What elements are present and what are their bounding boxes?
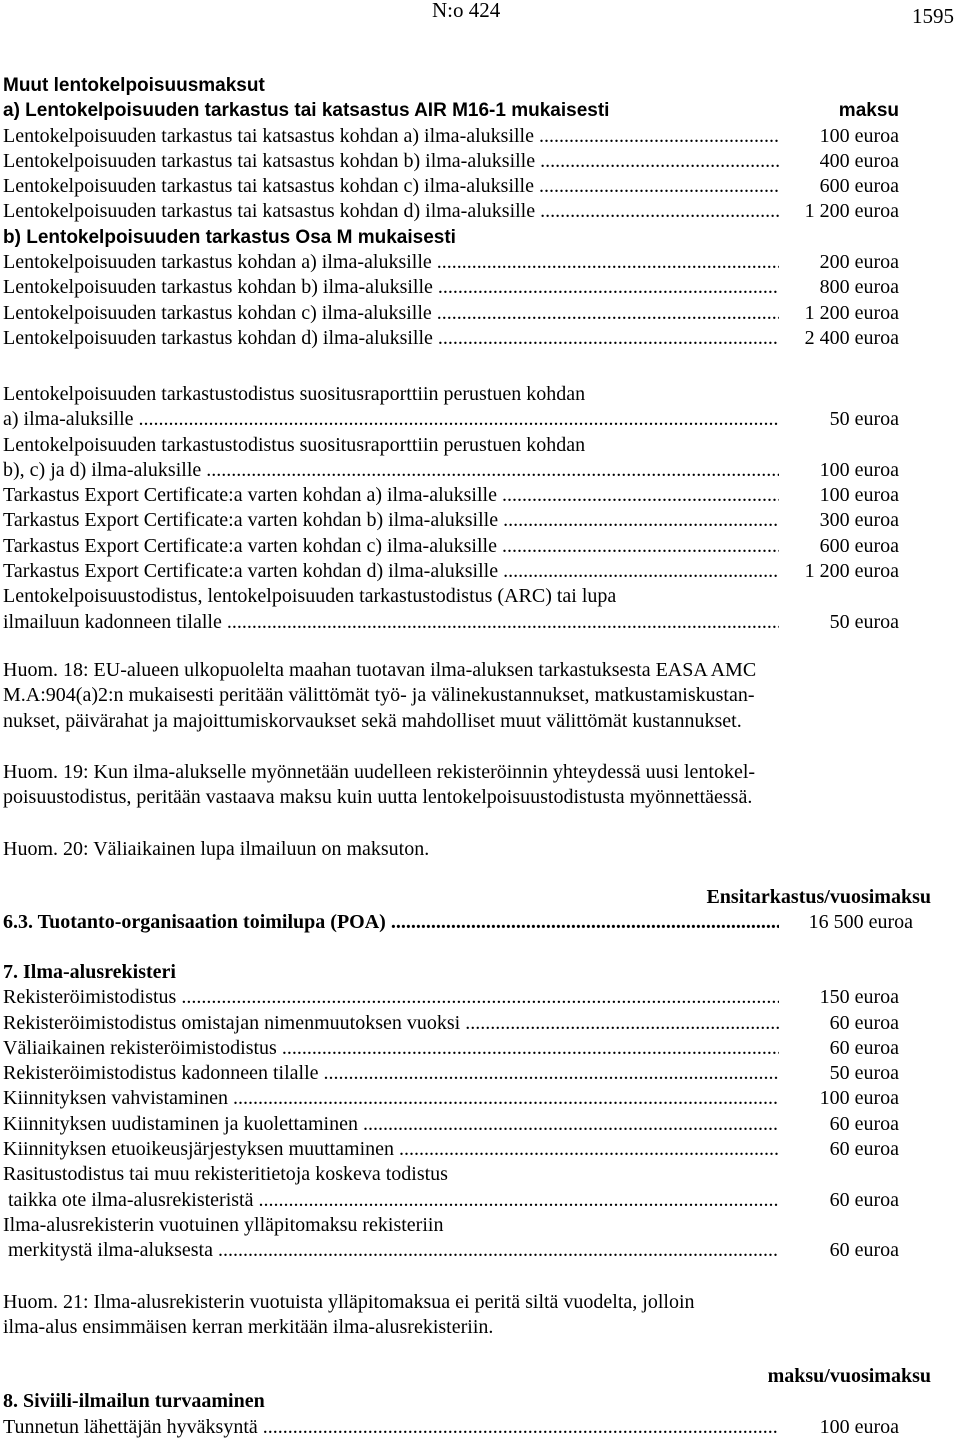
fee-amount: 100 euroa [819, 458, 899, 481]
fee-label: a) ilma-aluksille ..... [3, 407, 779, 432]
section-7-registry [3, 960, 953, 1264]
fee-row [3, 559, 953, 584]
fee-label: taikka ote ilma-alusrekisteristä ..... [3, 1188, 779, 1213]
fee-row [3, 508, 953, 533]
fee-row [3, 1415, 953, 1440]
fee-amount: 100 euroa [819, 1087, 899, 1110]
encumbrance-cert-line: Rasitustodistus tai muu rekisteritietoja koskeva todistus [3, 1163, 448, 1186]
note-line: Huom. 19: Kun ilma-alukselle myönnetään uudelleen rekisteröinnin yhteydessä uusi lentokel- [3, 761, 756, 783]
fee-amount: 16 500 euroa [808, 911, 913, 934]
fee-label: b), c) ja d) ilma-aluksille ..... [3, 458, 779, 483]
fee-label: Lentokelpoisuuden tarkastus tai katsastus kohdan a) ilma-aluksille ..... [3, 124, 779, 149]
fee-amount: 1 200 euroa [804, 560, 899, 583]
fee-label: Tunnetun lähettäjän hyväksyntä ..... [3, 1415, 779, 1440]
fee-label: Lentokelpoisuuden tarkastus kohdan b) ilma-aluksille ..... [3, 275, 779, 300]
section-certificates [3, 382, 953, 635]
fee-row [3, 534, 953, 559]
fee-row [3, 458, 953, 483]
column-header-fee-annual: maksu/vuosimaksu [767, 1365, 931, 1387]
fee-row [3, 199, 953, 224]
fee-amount: 100 euroa [819, 484, 899, 507]
fee-row [3, 275, 953, 300]
fee-amount: 2 400 euroa [804, 326, 899, 349]
column-header-initial-annual: Ensitarkastus/vuosimaksu [706, 886, 931, 908]
fee-amount: 300 euroa [819, 509, 899, 532]
annual-maintenance-line: Ilma-alusrekisterin vuotuinen ylläpitomaksu rekisteriin [3, 1213, 444, 1236]
fee-label: Lentokelpoisuuden tarkastus tai katsastus kohdan d) ilma-aluksille ..... [3, 199, 779, 224]
fee-amount: 50 euroa [829, 610, 899, 633]
fee-label: Tarkastus Export Certificate:a varten kohdan d) ilma-aluksille ..... [3, 559, 779, 584]
fee-label: Rekisteröimistodistus ..... [3, 985, 779, 1010]
fee-label: Kiinnityksen uudistaminen ja kuolettaminen ..... [3, 1112, 779, 1137]
lost-certificate-line: Lentokelpoisuustodistus, lentokelpoisuuden tarkastustodistus (ARC) tai lupa [3, 585, 617, 608]
document-number: N:o 424 [432, 0, 501, 22]
fee-row [3, 1238, 953, 1263]
fee-row [3, 1011, 953, 1036]
note-line: nukset, päivärahat ja majoittumiskorvaukset sekä mahdolliset muut välittömät kustannukset. [3, 709, 742, 732]
fee-row [3, 124, 953, 149]
fee-row [3, 1061, 953, 1086]
fee-row [3, 174, 953, 199]
column-header-maksu: maksu [838, 100, 899, 122]
fee-row [3, 610, 953, 635]
fee-amount: 60 euroa [829, 1011, 899, 1034]
fee-label: Tarkastus Export Certificate:a varten kohdan c) ilma-aluksille ..... [3, 534, 779, 559]
fee-row [3, 1086, 953, 1111]
fee-amount: 100 euroa [819, 124, 899, 147]
fee-row [3, 1112, 953, 1137]
fee-row [3, 301, 953, 326]
fee-label: Väliaikainen rekisteröimistodistus ..... [3, 1036, 779, 1061]
fee-row [3, 1188, 953, 1213]
fee-label: Lentokelpoisuuden tarkastus kohdan c) ilma-aluksille ..... [3, 301, 779, 326]
fee-amount: 50 euroa [829, 1062, 899, 1085]
fee-label: Lentokelpoisuuden tarkastus kohdan a) ilma-aluksille ..... [3, 250, 779, 275]
note-line: Huom. 21: Ilma-alusrekisterin vuotuista ylläpitomaksua ei peritä siltä vuodelta, jolloin [3, 1291, 695, 1313]
fee-amount: 60 euroa [829, 1188, 899, 1211]
fee-amount: 200 euroa [819, 251, 899, 274]
note-line: poisuustodistus, peritään vastaava maksu kuin uutta lentokelpoisuustodistusta myönnettäessä. [3, 786, 753, 809]
subsection-b-title: b) Lentokelpoisuuden tarkastus Osa M mukaisesti [3, 226, 456, 248]
section-8-security [3, 1364, 953, 1440]
fee-amount: 60 euroa [829, 1112, 899, 1135]
fee-label: Tarkastus Export Certificate:a varten kohdan b) ilma-aluksille ..... [3, 508, 779, 533]
fee-label: ilmailuun kadonneen tilalle ..... [3, 610, 779, 635]
fee-row [3, 985, 953, 1010]
fee-label: Lentokelpoisuuden tarkastus kohdan d) ilma-aluksille ..... [3, 326, 779, 351]
section-title: Muut lentokelpoisuusmaksut [3, 75, 265, 96]
fee-label: Kiinnityksen vahvistaminen ..... [3, 1086, 779, 1111]
section-other-fees [3, 73, 953, 351]
fee-row [3, 250, 953, 275]
fee-row [3, 1137, 953, 1162]
fee-amount: 60 euroa [829, 1239, 899, 1262]
section-title: 8. Siviili-ilmailun turvaaminen [3, 1390, 265, 1413]
fee-label: merkitystä ilma-aluksesta ..... [3, 1238, 779, 1263]
note-18 [3, 658, 953, 734]
note-line: Huom. 18: EU-alueen ulkopuolelta maahan tuotavan ilma-aluksen tarkastuksesta EASA AMC [3, 659, 757, 681]
note-19 [3, 760, 953, 811]
subsection-a-label: a) Lentokelpoisuuden tarkastus tai katsastus AIR M16-1 mukaisesti [3, 100, 610, 122]
fee-label: Tarkastus Export Certificate:a varten kohdan a) ilma-aluksille ..... [3, 483, 779, 508]
page-number: 1595 [912, 4, 954, 28]
fee-amount: 1 200 euroa [804, 301, 899, 324]
fee-row [3, 910, 953, 935]
fee-label: Rekisteröimistodistus omistajan nimenmuutoksen vuoksi ..... [3, 1011, 779, 1036]
cert-recommendation-bcd-line: Lentokelpoisuuden tarkastustodistus suositusraporttiin perustuen kohdan [3, 433, 586, 456]
subsection-a-title [3, 98, 953, 123]
cert-recommendation-a-line: Lentokelpoisuuden tarkastustodistus suositusraporttiin perustuen kohdan [3, 383, 586, 405]
fee-row [3, 1036, 953, 1061]
fee-label: Lentokelpoisuuden tarkastus tai katsastus kohdan b) ilma-aluksille ..... [3, 149, 779, 174]
fee-amount: 800 euroa [819, 276, 899, 299]
fee-row [3, 483, 953, 508]
note-line: M.A:904(a)2:n mukaisesti peritään välittömät työ- ja välinekustannukset, matkustamiskustan- [3, 684, 755, 707]
fee-amount: 600 euroa [819, 534, 899, 557]
fee-label: 6.3. Tuotanto-organisaation toimilupa (POA) ..... [3, 910, 779, 935]
fee-label: Rekisteröimistodistus kadonneen tilalle ..... [3, 1061, 779, 1086]
section-title: 7. Ilma-alusrekisteri [3, 961, 176, 983]
fee-amount: 60 euroa [829, 1036, 899, 1059]
fee-row [3, 149, 953, 174]
note-21 [3, 1290, 953, 1341]
fee-amount: 150 euroa [819, 986, 899, 1009]
section-6-3 [3, 885, 953, 936]
fee-amount: 60 euroa [829, 1138, 899, 1161]
fee-row [3, 407, 953, 432]
note-20 [3, 837, 953, 862]
fee-label: Lentokelpoisuuden tarkastus tai katsastus kohdan c) ilma-aluksille ..... [3, 174, 779, 199]
fee-amount: 600 euroa [819, 175, 899, 198]
note-line: ilma-alus ensimmäisen kerran merkitään ilma-alusrekisteriin. [3, 1316, 494, 1339]
fee-amount: 400 euroa [819, 149, 899, 172]
fee-amount: 50 euroa [829, 408, 899, 431]
note-line: Huom. 20: Väliaikainen lupa ilmailuun on maksuton. [3, 838, 430, 860]
fee-row [3, 326, 953, 351]
fee-amount: 1 200 euroa [804, 200, 899, 223]
fee-amount: 100 euroa [819, 1415, 899, 1438]
fee-label: Kiinnityksen etuoikeusjärjestyksen muuttaminen ..... [3, 1137, 779, 1162]
